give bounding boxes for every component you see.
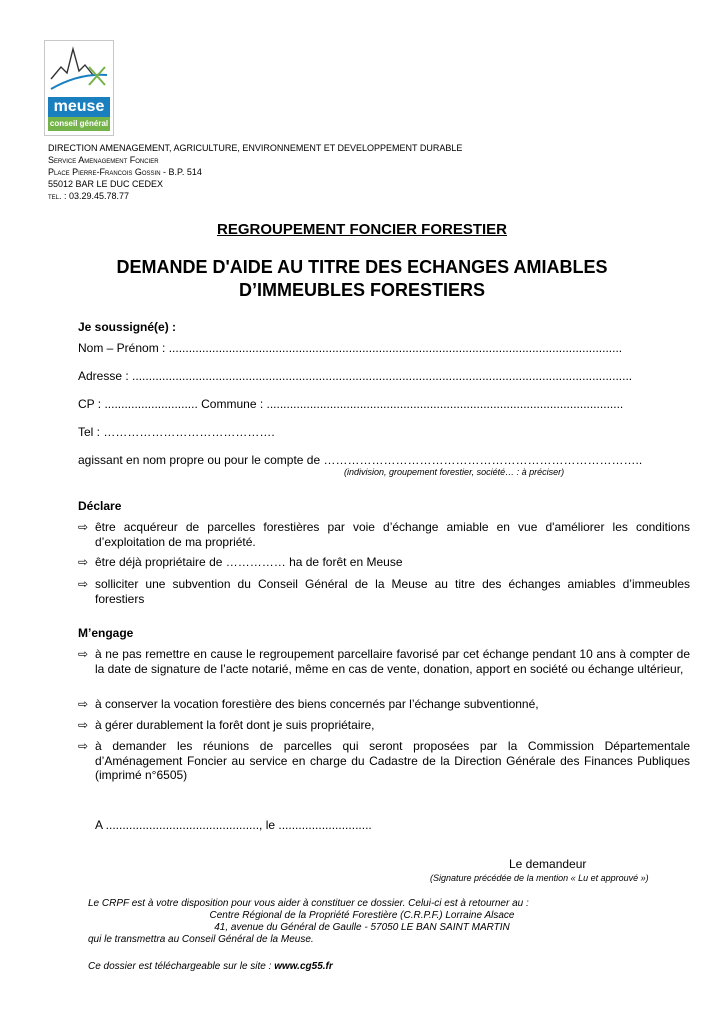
address-line-3: Place Pierre-Francois Gossin - B.P. 514	[48, 167, 202, 177]
signature-note: (Signature précédée de la mention « Lu et approuvé »)	[430, 873, 649, 883]
engage-item-3: ⇨ à gérer durablement la forêt dont je suis propriétaire,	[78, 718, 375, 732]
landscape-icon	[49, 45, 109, 95]
declare-item-1: ⇨ être acquéreur de parcelles forestières par voie d’échange amiable en vue d'améliorer les conditions d’exploitation de ma propriété.	[78, 520, 690, 549]
document-subtitle: REGROUPEMENT FONCIER FORESTIER	[216, 221, 508, 238]
address-line-1: DIRECTION AMENAGEMENT, AGRICULTURE, ENVIRONNEMENT ET DEVELOPPEMENT DURABLE	[48, 143, 463, 153]
tel-field[interactable]: Tel : …………………………………….	[78, 425, 275, 439]
arrow-right-outline-icon: ⇨	[78, 520, 89, 534]
compte-field[interactable]: agissant en nom propre ou pour le compte de ……………………………………………………………………..	[78, 453, 643, 467]
engage-heading: M’engage	[78, 626, 134, 640]
address-line-2: Service Amenagement Foncier	[48, 155, 159, 165]
arrow-right-outline-icon: ⇨	[78, 718, 89, 732]
cp-commune-field[interactable]: CP : ............................ Commune : ...........................................................................................................	[78, 397, 624, 411]
document-title	[0, 256, 724, 302]
logo-wordmark: meuse	[48, 97, 110, 117]
download-line	[88, 961, 333, 973]
arrow-right-outline-icon: ⇨	[78, 739, 89, 753]
declare-item-3: ⇨ solliciter une subvention du Conseil Général de la Meuse au titre des échanges amiables d’immeubles forestiers	[78, 577, 690, 606]
engage-item-4: ⇨ à demander les réunions de parcelles qui seront proposées par la Commission Départementale d’Aménagement Foncier au service en charge du Cadastre de la Direction Générale des Finances Publiques (imprimé n°6505)	[78, 739, 690, 782]
address-phone: tel. : 03.29.45.78.77	[48, 191, 130, 201]
title-line-2: D’IMMEUBLES FORESTIERS	[238, 280, 485, 300]
footer-line-2: Centre Régional de la Propriété Forestière (C.R.P.F.) Lorraine Alsace	[209, 910, 515, 921]
place-date-field[interactable]: A .............................................., le ............................	[95, 818, 372, 832]
footer-line-3: 41, avenue du Général de Gaulle - 57050 LE BAN SAINT MARTIN	[214, 922, 510, 933]
signature-label: Le demandeur	[509, 857, 587, 871]
arrow-right-outline-icon: ⇨	[78, 555, 89, 569]
engage-item-1: ⇨ à ne pas remettre en cause le regroupement parcellaire favorisé par cet échange pendant 10 ans à compter de la date de signature de l’acte notarié, même en cas de vente, donation, apport en société ou échange ultérieur,	[78, 647, 690, 676]
address-line-4: 55012 BAR LE DUC CEDEX	[48, 179, 164, 189]
adresse-field[interactable]: Adresse : ......................................................................................................................................................	[78, 369, 633, 383]
arrow-right-outline-icon: ⇨	[78, 577, 89, 591]
logo-subtitle: conseil général	[48, 117, 110, 131]
nom-prenom-field[interactable]: Nom – Prénom : ........................................................................................................................................	[78, 341, 623, 355]
footer-line-1: Le CRPF est à votre disposition pour vous aider à constituer ce dossier. Celui-ci est à retourner au :	[88, 898, 529, 909]
declare-heading: Déclare	[78, 499, 122, 513]
intro-label: Je soussigné(e) :	[78, 320, 177, 334]
declare-item-2: ⇨ être déjà propriétaire de …………… ha de forêt en Meuse	[78, 555, 403, 569]
engage-item-2: ⇨ à conserver la vocation forestière des biens concernés par l’échange subventionné,	[78, 697, 539, 711]
footer-line-4: qui le transmettra au Conseil Général de la Meuse.	[88, 934, 314, 945]
arrow-right-outline-icon: ⇨	[78, 697, 89, 711]
meuse-logo	[44, 40, 114, 136]
arrow-right-outline-icon: ⇨	[78, 647, 89, 661]
compte-note: (indivision, groupement forestier, société… : à préciser)	[344, 467, 565, 477]
download-prefix: Ce dossier est téléchargeable sur le site :	[88, 961, 272, 972]
download-link[interactable]: www.cg55.fr	[274, 961, 333, 972]
title-line-1: DEMANDE D'AIDE AU TITRE DES ECHANGES AMIABLES	[116, 257, 608, 277]
